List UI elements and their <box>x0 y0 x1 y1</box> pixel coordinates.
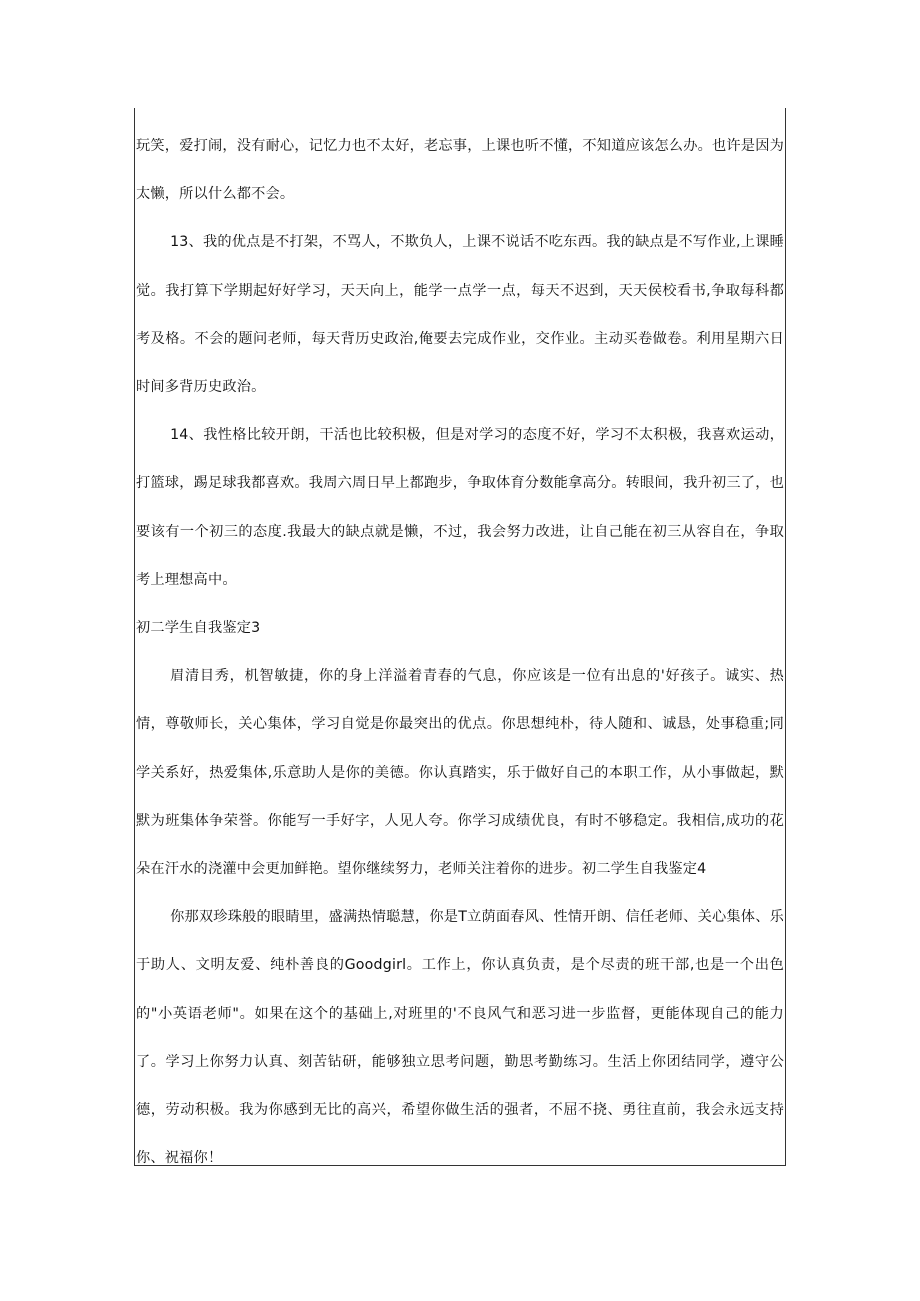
paragraph-item-13: 13、我的优点是不打架，不骂人，不欺负人，上课不说话不吃东西。我的缺点是不写作业,上课睡觉。我打算下学期起好好学习，天天向上，能学一点学一点，每天不迟到，天天侯校看书,争取每科都考及格。不会的题问老师，每天背历史政治,俺要去完成作业，交作业。主动买卷做卷。利用星期六日时间多背历史政治。 <box>136 234 784 396</box>
paragraph-section-3: 眉清目秀，机智敏捷，你的身上洋溢着青春的气息，你应该是一位有出息的'好孩子。诚实、热情，尊敬师长，关心集体，学习自觉是你最突出的优点。你思想纯朴，待人随和、诚恳，处事稳重;同学关系好，热爱集体,乐意助人是你的美德。你认真踏实，乐于做好自己的本职工作，从小事做起，默默为班集体争荣誉。你能写一手好字，人见人夸。你学习成绩优良，有时不够稳定。我相信,成功的花朵在汗水的浇灌中会更加鲜艳。望你继续努力，老师关注着你的进步。初二学生自我鉴定4 <box>136 668 784 878</box>
section-heading-3: 初二学生自我鉴定3 <box>136 620 261 637</box>
paragraph-continued: 玩笑，爱打闹，没有耐心，记忆力也不太好，老忘事，上课也听不懂，不知道应该怎么办。也许是因为太懒，所以什么都不会。 <box>136 138 784 203</box>
paragraph-item-14: 14、我性格比较开朗，干活也比较积极，但是对学习的态度不好，学习不太积极，我喜欢运动，打篮球，踢足球我都喜欢。我周六周日早上都跑步，争取体育分数能拿高分。转眼间，我升初三了，也要该有一个初三的态度.我最大的缺点就是懒，不过，我会努力改进，让自己能在初三从容自在，争取考上理想高中。 <box>136 427 784 588</box>
paragraph-section-4: 你那双珍珠般的眼睛里，盛满热情聪慧，你是T立荫面春风、性情开朗、信任老师、关心集体、乐于助人、文明友爱、纯朴善良的Goodgirl。工作上，你认真负责，是个尽责的班干部,也是一个出色的"小英语老师"。如果在这个的基础上,对班里的'不良风气和恶习进一步监督，更能体现自己的能力了。学习上你努力认真、刻苦钻研，能够独立思考问题，勤思考勤练习。生活上你团结同学，遵守公德，劳动积极。我为你感到无比的高兴，希望你做生活的强者，不屈不挠、勇往直前，我会永远支持你、祝福你！ <box>136 909 784 1167</box>
document-body <box>136 122 784 1182</box>
